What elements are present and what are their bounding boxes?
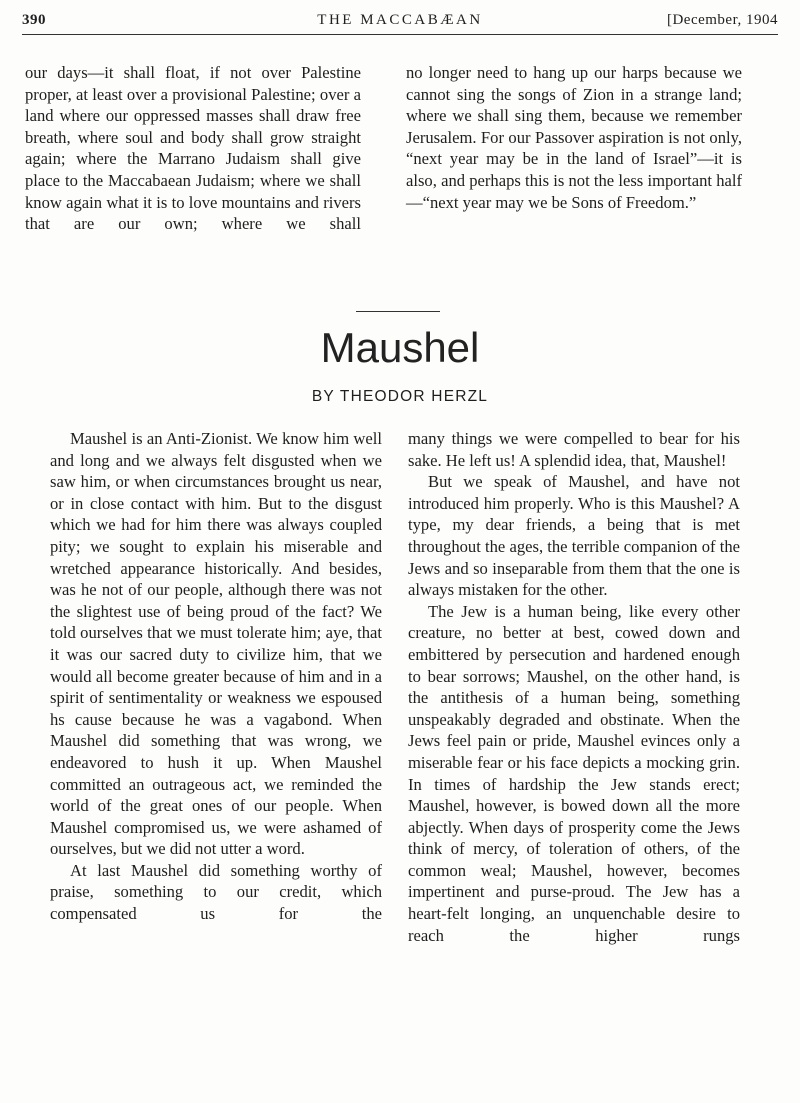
article-byline: BY THEODOR HERZL	[311, 388, 489, 405]
article-title: Maushel	[320, 324, 480, 371]
running-header	[22, 8, 778, 35]
previous-article-right-column	[406, 62, 742, 213]
paragraph: At last Maushel did something worthy of praise, something to our credit, which compensated us for the	[50, 860, 382, 924]
paragraph: Maushel is an Anti-Zionist. We know him well and long and we always felt disgusted when we saw him, or when circumstances brought us near, or in close contact with him. But to the disgust which we had for him there was always coupled pity; we sought to explain his miserable and wretched appearance historically. And besides, was he not of our people, although there was not the slightest use of being proud of the fact? We told ourselves that we must tolerate him; aye, that it was our sacred duty to civilize him, that we would all become greater because of him and in a spirit of sentimentality or weakness we espoused hs cause because he was a vagabond. When Maushel did something that was wrong, we endeavored to hush it up. When Maushel committed an outrageous act, we reminded the world of the great ones of our people. When Maushel compromised us, we were ashamed of ourselves, but we did not utter a word.	[50, 429, 382, 859]
paragraph: The Jew is a human being, like every other creature, no better at best, cowed down and embittered by persecution and hardened enough to bear sorrows; Maushel, on the other hand, is the antithesis of a human being, something unspeakably degraded and obstinate. When the Jews feel pain or pride, Maushel evinces only a miserable fear or his face depicts a mocking grin. In times of hardship the Jew stands erect; Maushel, however, is bowed down all the more abjectly. When days of prosperity come the Jews think of mercy, of toleration of others, of the common weal; Maushel, however, becomes impertinent and purse-proud. The Jew has a heart-felt longing, an unquenchable desire to reach the higher rungs	[408, 601, 740, 945]
paragraph: many things we were compelled to bear for his sake. He left us! A splendid idea, that, Maushel!	[408, 429, 740, 470]
section-divider	[356, 311, 440, 312]
article-right-column	[408, 428, 740, 946]
previous-article-text: our days—it shall float, if not over Palestine proper, at least over a provisional Palestine; over a land where our oppressed masses shall draw free breath, where soul and body shall grow straight again; where the Marrano Judaism shall give place to the Maccabaean Judaism; where we shall know again what it is to love mountains and rivers that are our own; where we shall	[25, 63, 361, 234]
journal-title: THE MACCABÆAN	[317, 12, 483, 28]
previous-article-left-column	[25, 62, 361, 235]
previous-article-text: no longer need to hang up our harps because we cannot sing the songs of Zion in a strange land; where we shall sing them, because we remember Jerusalem. For our Passover aspiration is not only, “next year may be in the land of Israel”—it is also, and perhaps this is not the less important half—“next year may we be Sons of Freedom.”	[406, 63, 742, 212]
paragraph: But we speak of Maushel, and have not introduced him properly. Who is this Maushel? A type, my dear friends, a being that is met throughout the ages, the terrible companion of the Jews and so inseparable from them that the one is always mistaken for the other.	[408, 472, 740, 600]
page-number: 390	[22, 12, 46, 28]
issue-date: [December, 1904	[666, 12, 778, 28]
article-left-column	[50, 428, 382, 925]
